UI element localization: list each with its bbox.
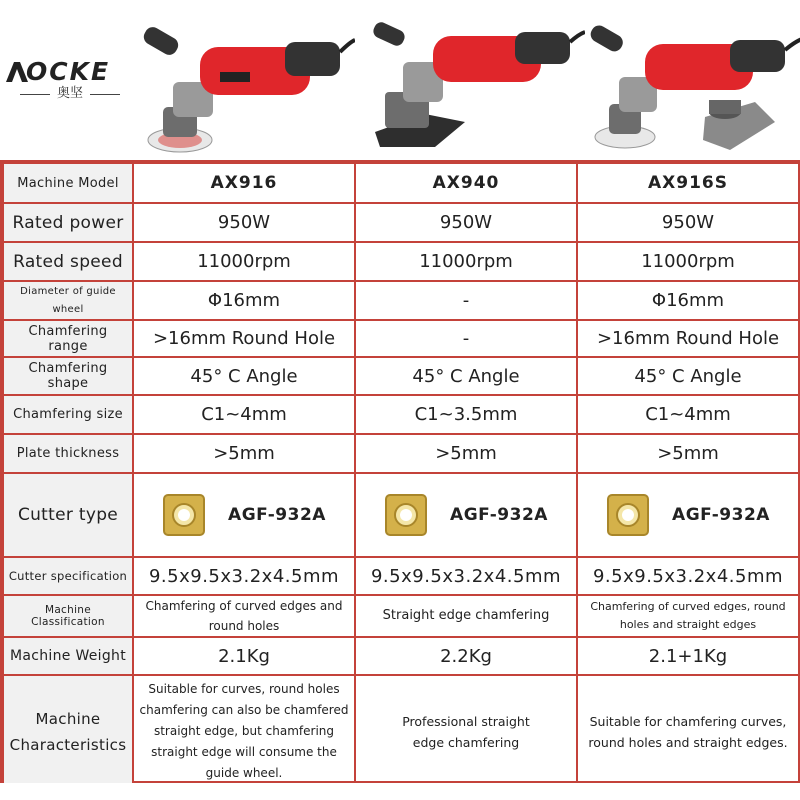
cell-char-1: Suitable for curves, round holes chamfering can also be chamfered straight edge, but chamfering straight edge will consume the guide wheel.	[133, 675, 355, 788]
cell-power-2: 950W	[355, 203, 577, 242]
row-label-characteristics: Machine Characteristics	[3, 675, 133, 788]
table-row-classification	[3, 595, 799, 637]
cell-weight-3: 2.1+1Kg	[577, 637, 799, 675]
cell-cutter-3	[577, 473, 799, 557]
cell-speed-3: 11000rpm	[577, 242, 799, 281]
row-label-machine-model: Machine Model	[3, 163, 133, 203]
cell-guide-2: -	[355, 281, 577, 320]
cell-class-1: Chamfering of curved edges and round holes	[133, 595, 355, 637]
table-row-characteristics	[3, 675, 799, 788]
cell-speed-2: 11000rpm	[355, 242, 577, 281]
cell-range-2: -	[355, 320, 577, 357]
cell-model-ax916: AX916	[133, 163, 355, 203]
square-insert-icon	[384, 493, 428, 537]
cell-thickness-2: >5mm	[355, 434, 577, 473]
spec-table	[0, 160, 800, 783]
cutter-name: AGF-932A	[228, 505, 326, 525]
table-row-guide-wheel	[3, 281, 799, 320]
row-label-plate-thickness: Plate thickness	[3, 434, 133, 473]
spec-table-grid	[2, 162, 800, 789]
table-row-shape	[3, 357, 799, 395]
square-insert-icon	[162, 493, 206, 537]
cell-spec-2: 9.5x9.5x3.2x4.5mm	[355, 557, 577, 595]
row-label-chamfering-range: Chamfering range	[3, 320, 133, 357]
table-row-size	[3, 395, 799, 434]
cell-spec-1: 9.5x9.5x3.2x4.5mm	[133, 557, 355, 595]
cell-shape-2: 45° C Angle	[355, 357, 577, 395]
cell-cutter-1	[133, 473, 355, 557]
table-row-model	[3, 163, 799, 203]
cell-size-1: C1~4mm	[133, 395, 355, 434]
cell-class-2: Straight edge chamfering	[355, 595, 577, 637]
row-label-cutter-spec: Cutter specification	[3, 557, 133, 595]
row-label-classification: Machine Classification	[3, 595, 133, 637]
product-image-ax916	[135, 22, 355, 157]
cell-power-3: 950W	[577, 203, 799, 242]
row-label-cutter-type: Cutter type	[3, 473, 133, 557]
row-label-guide-wheel: Diameter of guide wheel	[3, 281, 133, 320]
cell-range-1: >16mm Round Hole	[133, 320, 355, 357]
row-label-chamfering-shape: Chamfering shape	[3, 357, 133, 395]
angle-grinder-with-guide-icon	[585, 22, 800, 157]
cutter-name: AGF-932A	[450, 505, 548, 525]
product-image-ax916s	[585, 22, 800, 157]
table-row-weight	[3, 637, 799, 675]
row-label-chamfering-size: Chamfering size	[3, 395, 133, 434]
row-label-rated-speed: Rated speed	[3, 242, 133, 281]
cutter-name: AGF-932A	[672, 505, 770, 525]
square-insert-icon	[606, 493, 650, 537]
cell-power-1: 950W	[133, 203, 355, 242]
table-row-thickness	[3, 434, 799, 473]
footer-band	[0, 783, 800, 800]
table-row-range	[3, 320, 799, 357]
cell-cutter-2	[355, 473, 577, 557]
cell-char-2: Professional straight edge chamfering	[355, 675, 577, 788]
cell-range-3: >16mm Round Hole	[577, 320, 799, 357]
header	[0, 0, 800, 160]
table-row-power	[3, 203, 799, 242]
row-label-rated-power: Rated power	[3, 203, 133, 242]
table-row-cutter	[3, 473, 799, 557]
cell-guide-3: Φ16mm	[577, 281, 799, 320]
cell-thickness-3: >5mm	[577, 434, 799, 473]
product-image-ax940	[365, 22, 585, 157]
cell-weight-1: 2.1Kg	[133, 637, 355, 675]
table-row-speed	[3, 242, 799, 281]
cell-weight-2: 2.2Kg	[355, 637, 577, 675]
cell-guide-1: Φ16mm	[133, 281, 355, 320]
cell-model-ax916s: AX916S	[577, 163, 799, 203]
row-label-weight: Machine Weight	[3, 637, 133, 675]
cell-speed-1: 11000rpm	[133, 242, 355, 281]
cell-char-3: Suitable for chamfering curves, round holes and straight edges.	[577, 675, 799, 788]
brand-logo	[6, 58, 134, 104]
table-row-cutter-spec	[3, 557, 799, 595]
angle-grinder-icon	[135, 22, 355, 157]
angle-grinder-with-base-icon	[365, 22, 585, 157]
cell-class-3: Chamfering of curved edges, round holes and straight edges	[577, 595, 799, 637]
cell-spec-3: 9.5x9.5x3.2x4.5mm	[577, 557, 799, 595]
cell-shape-1: 45° C Angle	[133, 357, 355, 395]
cell-model-ax940: AX940	[355, 163, 577, 203]
cell-size-3: C1~4mm	[577, 395, 799, 434]
brand-name: OCKE	[26, 57, 111, 86]
logo-mark-icon	[6, 60, 28, 84]
cell-thickness-1: >5mm	[133, 434, 355, 473]
cell-size-2: C1~3.5mm	[355, 395, 577, 434]
cell-shape-3: 45° C Angle	[577, 357, 799, 395]
brand-subtitle: 奥坚	[6, 86, 134, 102]
